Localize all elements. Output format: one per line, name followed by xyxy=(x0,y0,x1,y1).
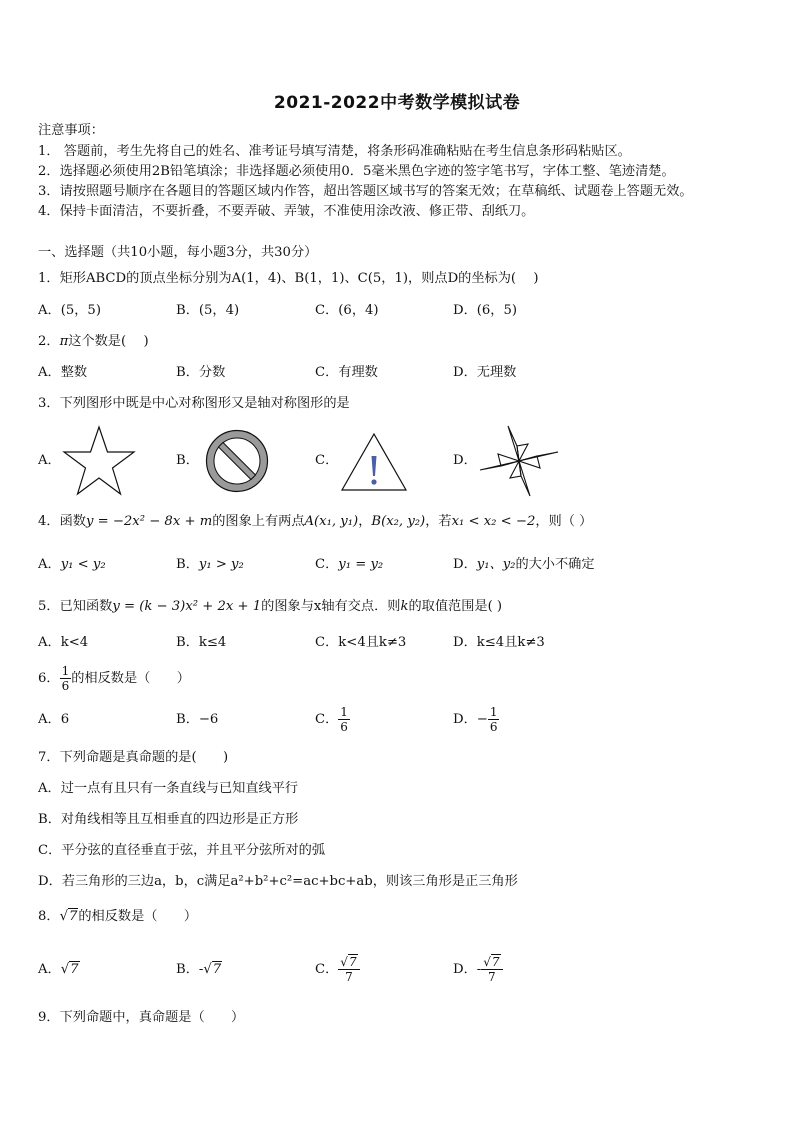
q6-stem: 6． $\frac{1}{6}$ 的相反数是（ ） xyxy=(38,664,190,693)
q6-option-d[interactable]: D．− $\frac{1}{6}$ xyxy=(453,705,498,734)
q2-option-b[interactable]: B．分数 xyxy=(176,365,226,380)
notice-item-2: 2．选择题必须使用2B铅笔填涂；非选择题必须使用0．5毫米黑色字迹的签字笔书写，字体工整、笔迹清楚。 xyxy=(38,164,675,179)
q1-option-c[interactable]: C．(6，4) xyxy=(315,303,379,318)
q4-option-a[interactable]: A．y₁ < y₂ xyxy=(38,557,106,572)
q5-option-c[interactable]: C．k<4且k≠3 xyxy=(315,635,407,650)
q2-number: 2． xyxy=(38,334,60,349)
q8-option-d[interactable]: D．- $\frac{√7}{7}$ xyxy=(453,953,503,987)
q3-label-c[interactable]: C． xyxy=(315,453,339,468)
q8-sqrt: √7 xyxy=(59,909,78,924)
pinwheel-icon xyxy=(478,424,560,498)
q8-stem: 8．√7的相反数是（ ） xyxy=(38,909,198,924)
q3-label-d[interactable]: D． xyxy=(453,453,477,468)
q7-option-b[interactable]: B．对角线相等且互相垂直的四边形是正方形 xyxy=(38,812,299,827)
q8-option-b[interactable]: B．-√7 xyxy=(176,962,222,977)
notice-item-3: 3．请按照题号顺序在各题目的答题区域内作答，超出答题区域书写的答案无效；在草稿纸、试题卷上答题无效。 xyxy=(38,184,693,199)
q3-label-b[interactable]: B． xyxy=(176,453,199,468)
notice-heading: 注意事项： xyxy=(38,123,104,138)
q7-option-d[interactable]: D．若三角形的三边a，b，c满足a²+b²+c²=ac+bc+ab，则该三角形是正三角形 xyxy=(38,874,518,889)
q7-option-c[interactable]: C．平分弦的直径垂直于弦，并且平分弦所对的弧 xyxy=(38,843,326,858)
q7-option-a[interactable]: A．过一点有且只有一条直线与已知直线平行 xyxy=(38,781,299,796)
q3-label-a[interactable]: A． xyxy=(38,453,61,468)
q5-function: y = (k − 3)x² + 2x + 1 xyxy=(112,599,262,614)
q4-function: y = −2x² − 8x + m xyxy=(85,514,213,529)
q1-stem: 1．矩形ABCD的顶点坐标分别为A(1，4)、B(1，1)、C(5，1)，则点D的坐标为( ) xyxy=(38,271,539,286)
q6-option-a[interactable]: A．6 xyxy=(38,712,70,727)
page-title: 2021-2022中考数学模拟试卷 xyxy=(273,93,521,113)
q4-option-b[interactable]: B．y₁ > y₂ xyxy=(176,557,244,572)
q4-option-c[interactable]: C．y₁ = y₂ xyxy=(315,557,384,572)
warning-triangle-icon xyxy=(340,432,408,492)
q6-option-b[interactable]: B．−6 xyxy=(176,712,219,727)
q4-point-a: A(x₁, y₁) xyxy=(304,514,359,529)
q2-stem-text: 这个数是( ) xyxy=(68,334,149,349)
q5-option-b[interactable]: B．k≤4 xyxy=(176,635,227,650)
q4-option-d[interactable]: D．y₁、y₂的大小不确定 xyxy=(453,557,595,572)
q2-option-d[interactable]: D．无理数 xyxy=(453,365,517,380)
q1-option-d[interactable]: D．(6，5) xyxy=(453,303,518,318)
q2-stem xyxy=(38,333,149,351)
q5-option-a[interactable]: A．k<4 xyxy=(38,635,89,650)
notice-item-4: 4．保持卡面清洁，不要折叠，不要弄破、弄皱，不准使用涂改液、修正带、刮纸刀。 xyxy=(38,204,535,219)
q4-stem: 4．函数y = −2x² − 8x + m的图象上有两点A(x₁, y₁)，B(x₂, y₂)，若x₁ < x₂ < −2，则（ ） xyxy=(38,514,593,529)
q7-stem: 7．下列命题是真命题的是( ) xyxy=(38,750,229,765)
prohibition-sign-icon xyxy=(204,428,270,494)
notice-item-1: 1． 答题前，考生先将自己的姓名、准考证号填写清楚，将条形码准确粘贴在考生信息条形码粘贴区。 xyxy=(38,144,631,159)
q9-stem: 9．下列命题中，真命题是（ ） xyxy=(38,1010,245,1025)
q2-pi: π xyxy=(59,334,69,349)
q4-condition: x₁ < x₂ < −2 xyxy=(451,514,536,529)
q3-stem: 3．下列图形中既是中心对称图形又是轴对称图形的是 xyxy=(38,396,350,411)
q1-option-b[interactable]: B．(5，4) xyxy=(176,303,240,318)
q5-option-d[interactable]: D．k≤4且k≠3 xyxy=(453,635,545,650)
q1-option-a[interactable]: A．(5，5) xyxy=(38,303,101,318)
q8-option-c[interactable]: C． $\frac{√7}{7}$ xyxy=(315,953,360,987)
q5-stem: 5．已知函数y = (k − 3)x² + 2x + 1的图象与x轴有交点．则k的取值范围是( ) xyxy=(38,599,503,614)
q4-point-b: B(x₂, y₂) xyxy=(371,514,426,529)
q6-fraction: $\frac{1}{6}$ xyxy=(61,664,70,693)
q8-option-a[interactable]: A．√7 xyxy=(38,962,79,977)
q2-option-c[interactable]: C．有理数 xyxy=(315,365,378,380)
q2-option-a[interactable]: A．整数 xyxy=(38,365,88,380)
section-heading: 一、选择题（共10小题，每小题3分，共30分） xyxy=(38,245,318,260)
q6-option-c[interactable]: C． $\frac{1}{6}$ xyxy=(315,705,348,734)
star-icon xyxy=(60,424,138,498)
